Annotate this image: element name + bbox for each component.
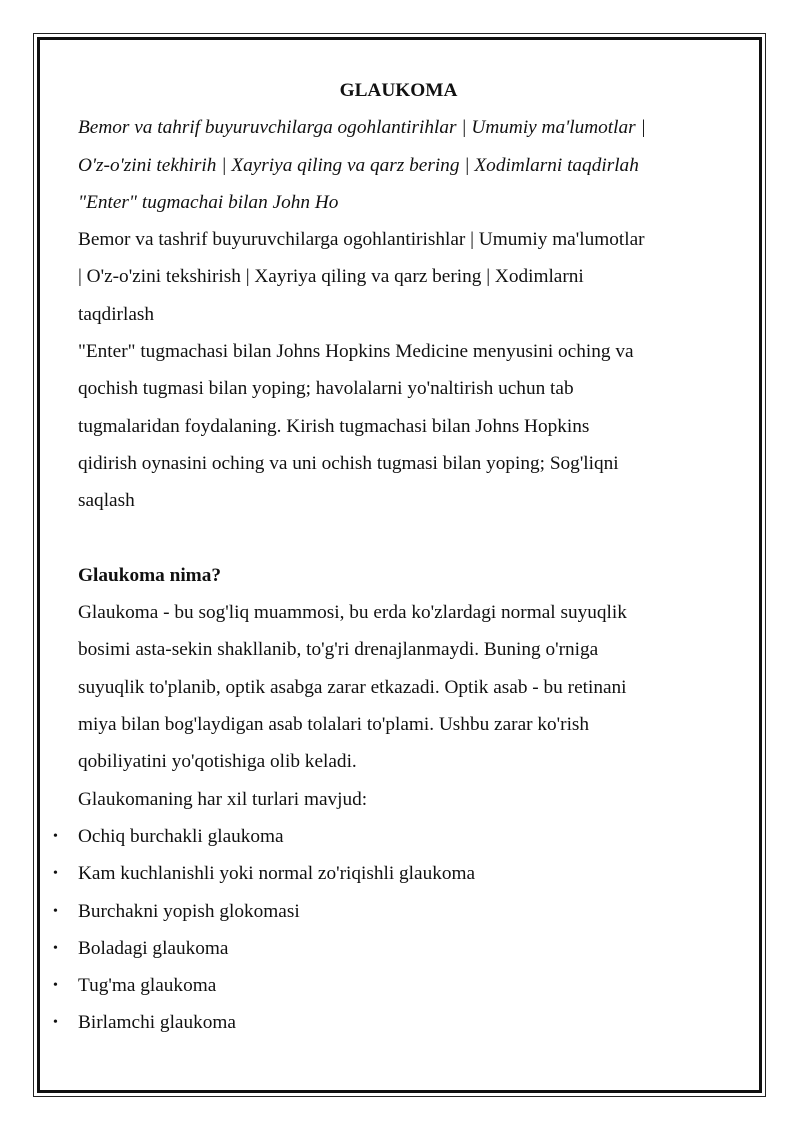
list-item-text: Tug'ma glaukoma — [78, 975, 217, 997]
list-item-text: Birlamchi glaukoma — [78, 1012, 236, 1034]
paragraph-line: bosimi asta-sekin shakllanib, to'g'ri drenajlanmaydi. Buning o'rniga — [78, 639, 599, 661]
bullet-icon: • — [53, 903, 58, 919]
paragraph-line: qochish tugmasi bilan yoping; havolalarni yo'naltirish uchun tab — [78, 378, 574, 400]
paragraph-line: taqdirlash — [78, 303, 155, 325]
bullet-icon: • — [53, 828, 58, 844]
list-item — [53, 855, 723, 892]
list-item-text: Ochiq burchakli glaukoma — [78, 825, 284, 847]
paragraph-line: "Enter" tugmachasi bilan Johns Hopkins Medicine menyusini oching va — [78, 341, 634, 363]
paragraph-line: Bemor va tashrif buyuruvchilarga ogohlantirishlar | Umumiy ma'lumotlar — [78, 229, 645, 251]
list-item — [53, 893, 723, 930]
list-item — [53, 967, 723, 1004]
paragraph-line: tugmalaridan foydalaning. Kirish tugmachasi bilan Johns Hopkins — [78, 415, 590, 437]
section-heading: Glaukoma nima? — [78, 564, 222, 586]
paragraph-line: | O'z-o'zini tekshirish | Xayriya qiling va qarz bering | Xodimlarni — [78, 266, 584, 288]
bullet-icon: • — [53, 940, 58, 956]
bullet-icon: • — [53, 866, 58, 882]
bullet-icon: • — [53, 978, 58, 994]
list-item-text: Boladagi glaukoma — [78, 937, 229, 959]
paragraph-line: Glaukoma - bu sog'liq muammosi, bu erda ko'zlardagi normal suyuqlik — [78, 602, 627, 624]
types-intro: Glaukomaning har xil turlari mavjud: — [78, 788, 368, 810]
bullet-icon: • — [53, 1015, 58, 1031]
list-item-text: Burchakni yopish glokomasi — [78, 900, 300, 922]
document-title-text: GLAUKOMA — [339, 80, 458, 101]
paragraph-line: suyuqlik to'planib, optik asabga zarar etkazadi. Optik asab - bu retinani — [78, 676, 627, 698]
paragraph-line: qobiliyatini yo'qotishiga olib keladi. — [78, 751, 357, 773]
italic-line: "Enter" tugmachai bilan John Ho — [78, 191, 339, 213]
paragraph-line: qidirish oynasini oching va uni ochish tugmasi bilan yoping; Sog'liqni — [78, 452, 619, 474]
list-item — [53, 1004, 723, 1041]
paragraph-line: saqlash — [78, 490, 135, 512]
italic-line: Bemor va tahrif buyuruvchilarga ogohlantirihlar | Umumiy ma'lumotlar | — [78, 117, 646, 139]
list-item-text: Kam kuchlanishli yoki normal zo'riqishli glaukoma — [78, 863, 476, 885]
blank-line — [78, 520, 723, 557]
document-title — [74, 72, 723, 109]
list-item — [53, 930, 723, 967]
list-item — [53, 818, 723, 855]
paragraph-line: miya bilan bog'laydigan asab tolalari to'plami. Ushbu zarar ko'rish — [78, 714, 590, 736]
italic-line: O'z-o'zini tekhirih | Xayriya qiling va qarz bering | Xodimlarni taqdirlah — [78, 154, 639, 176]
document-body — [53, 72, 723, 1042]
